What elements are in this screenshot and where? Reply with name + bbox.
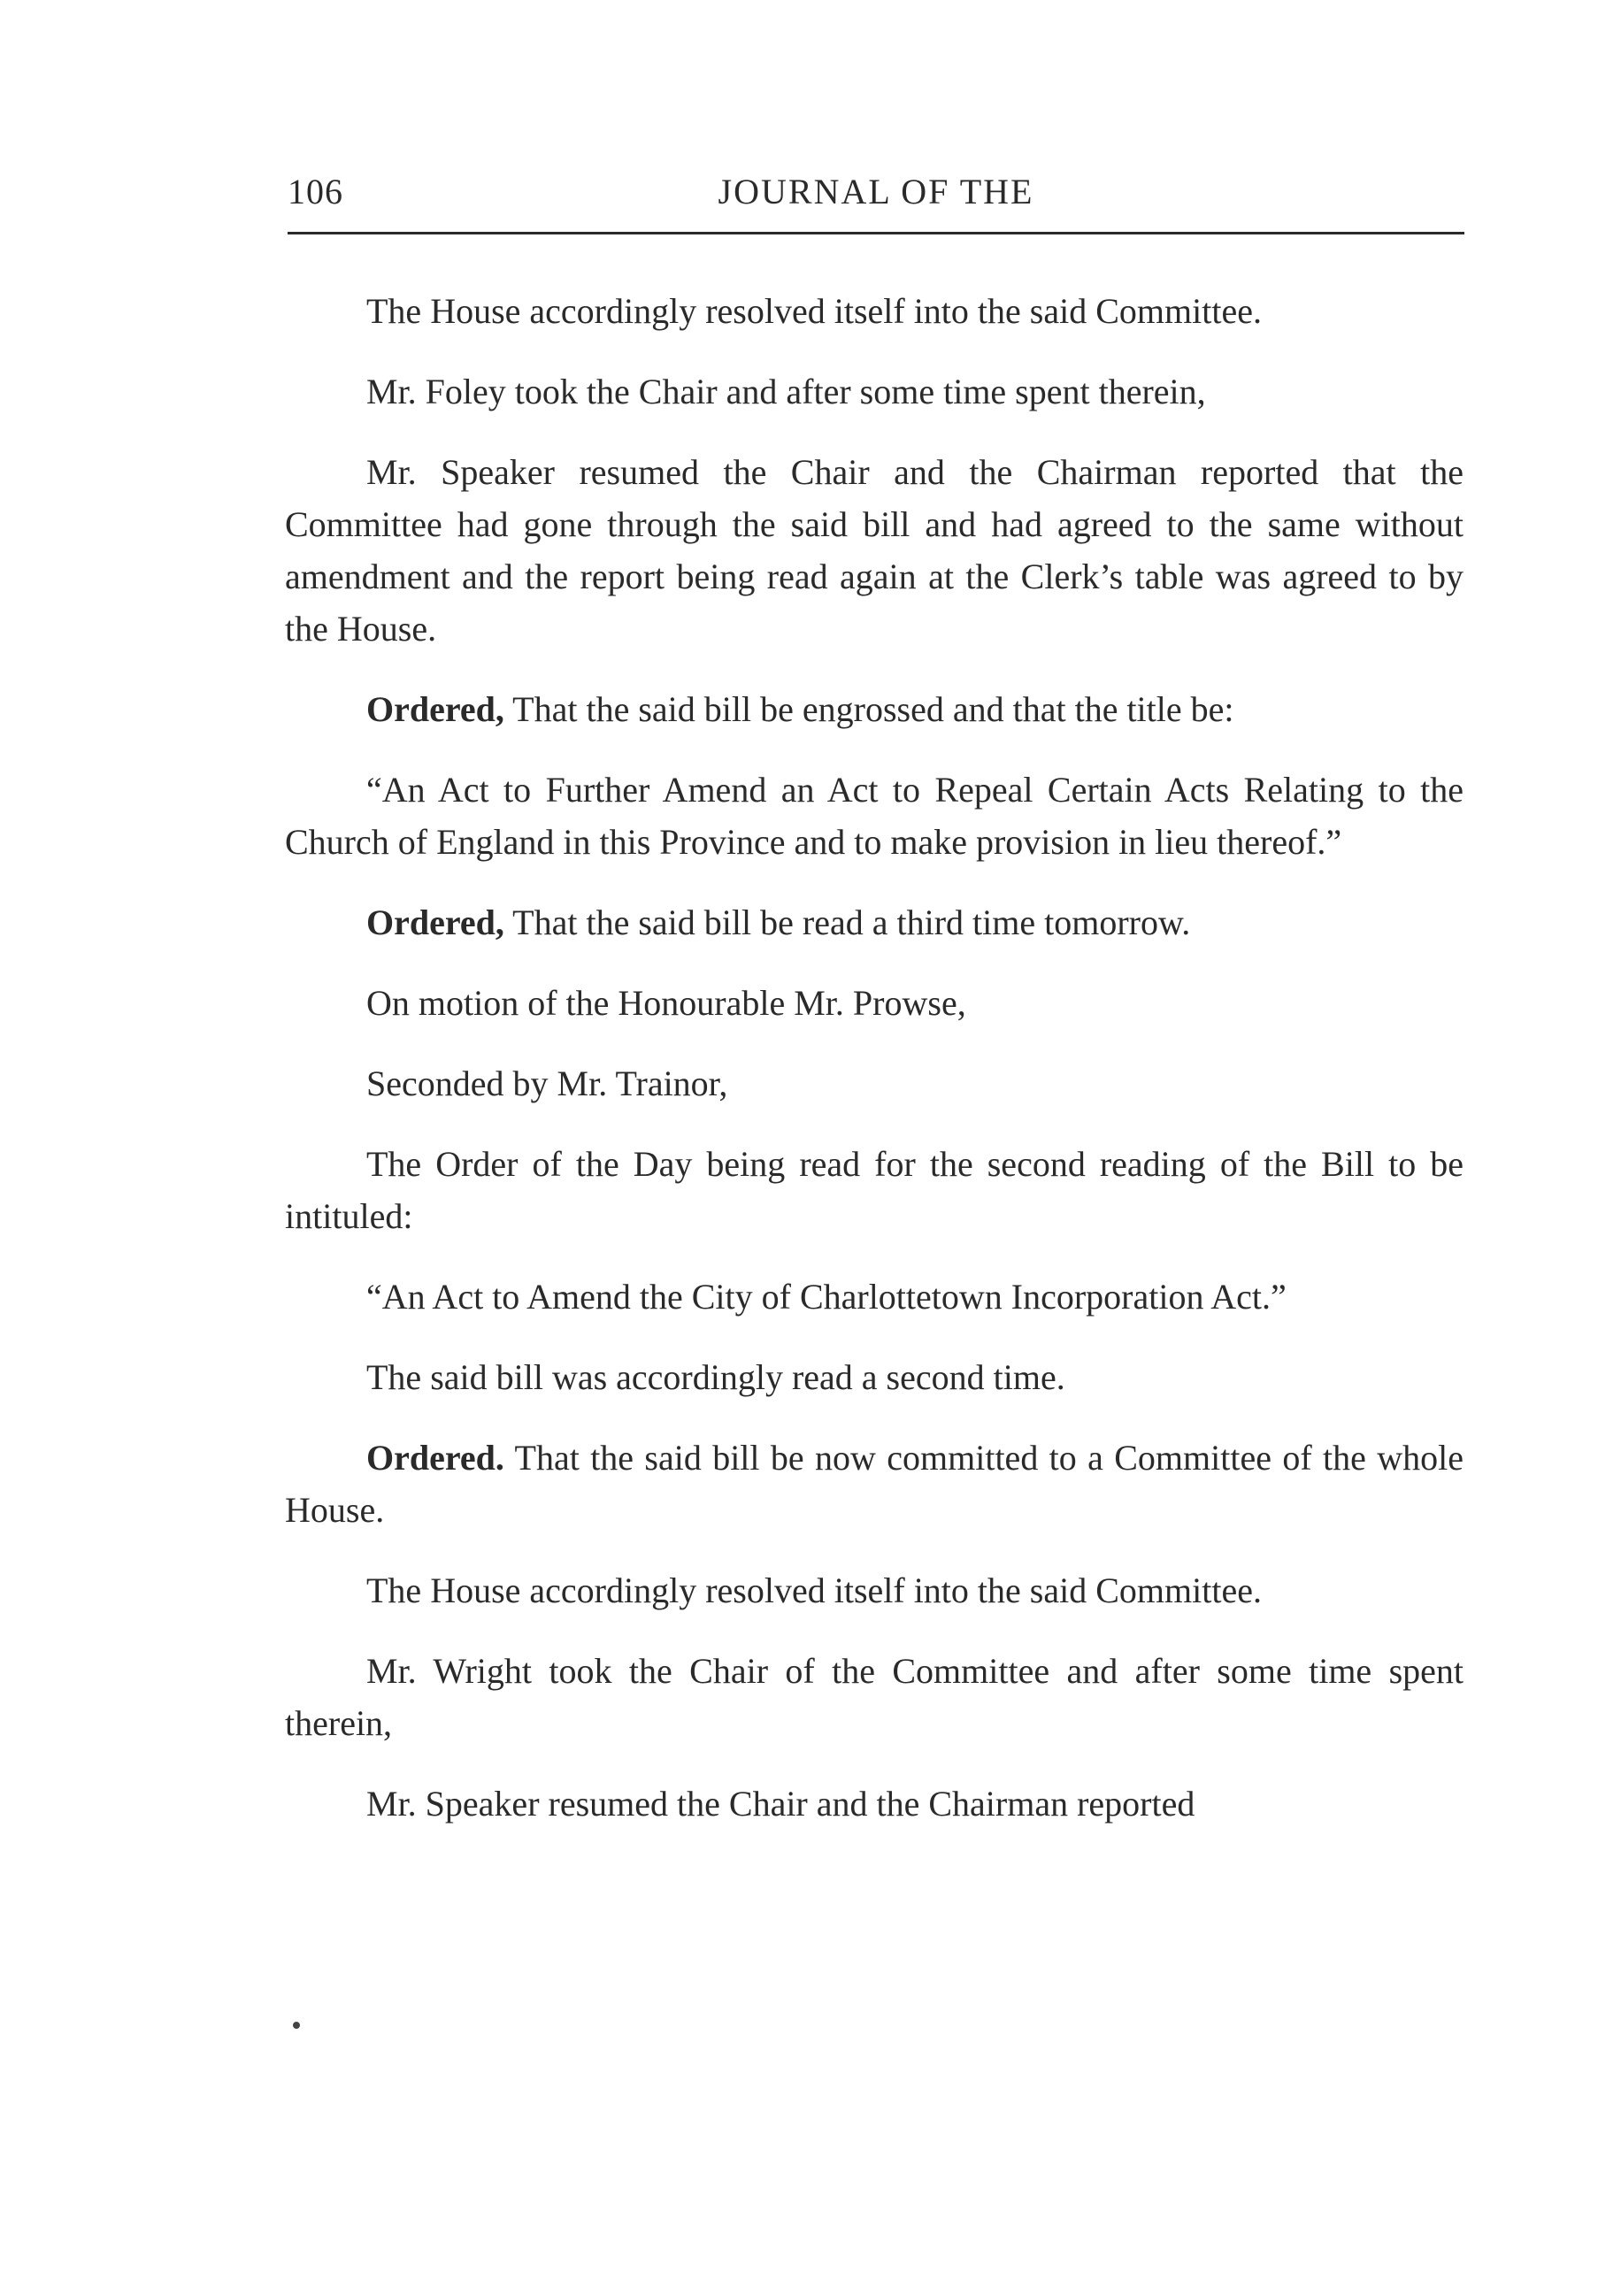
paragraph-text: The Order of the Day being read for the second reading of the Bill to be intituled: (285, 1144, 1464, 1236)
paragraph-text: Mr. Foley took the Chair and after some time spent therein, (366, 372, 1206, 411)
journal-body (285, 285, 1464, 1858)
paragraph (285, 1778, 1464, 1830)
header-rule (288, 232, 1464, 234)
paragraph (285, 1271, 1464, 1323)
paragraph-text: Mr. Wright took the Chair of the Committee and after some time spent therein, (285, 1651, 1464, 1743)
paragraph (285, 1057, 1464, 1110)
paragraph-text: That the said bill be engrossed and that the title be: (503, 689, 1234, 729)
paragraph (285, 365, 1464, 418)
paragraph (285, 683, 1464, 735)
paragraph (285, 1432, 1464, 1536)
paragraph-text: That the said bill be now committed to a Committee of the whole House. (285, 1438, 1464, 1530)
running-title: JOURNAL OF THE (718, 172, 1034, 211)
paragraph-label: Ordered, (366, 689, 504, 729)
page-number: 106 (288, 172, 343, 211)
paragraph-text: “An Act to Further Amend an Act to Repeal Certain Acts Relating to the Church of England in this Province and to make provision in lieu thereof.” (285, 770, 1464, 862)
paragraph-text: “An Act to Amend the City of Charlottetown Incorporation Act.” (366, 1277, 1287, 1317)
paragraph (285, 1138, 1464, 1242)
paragraph-text: The House accordingly resolved itself into the said Committee. (366, 291, 1262, 331)
paragraph (285, 1564, 1464, 1616)
paragraph-label: Ordered, (366, 902, 504, 942)
paragraph-label: Ordered. (366, 1438, 504, 1478)
paragraph (285, 896, 1464, 948)
paragraph (285, 285, 1464, 337)
paragraph-text: Seconded by Mr. Trainor, (366, 1064, 728, 1103)
margin-dot (293, 2022, 300, 2029)
paragraph (285, 1645, 1464, 1749)
paragraph-text: On motion of the Honourable Mr. Prowse, (366, 983, 966, 1023)
paragraph-text: That the said bill be read a third time tomorrow. (503, 902, 1191, 942)
paragraph (285, 764, 1464, 868)
paragraph (285, 446, 1464, 655)
paragraph-text: The House accordingly resolved itself into the said Committee. (366, 1570, 1262, 1610)
paragraph (285, 977, 1464, 1029)
paragraph-text: Mr. Speaker resumed the Chair and the Chairman reported that the Committee had gone through the said bill and had agreed to the same without amendment and the report being read again at the Clerk’s table was agreed to by the House. (285, 452, 1464, 649)
paragraph-text: Mr. Speaker resumed the Chair and the Chairman reported (366, 1784, 1195, 1824)
paragraph-text: The said bill was accordingly read a second time. (366, 1357, 1065, 1397)
page-header (288, 171, 1464, 224)
paragraph (285, 1351, 1464, 1403)
